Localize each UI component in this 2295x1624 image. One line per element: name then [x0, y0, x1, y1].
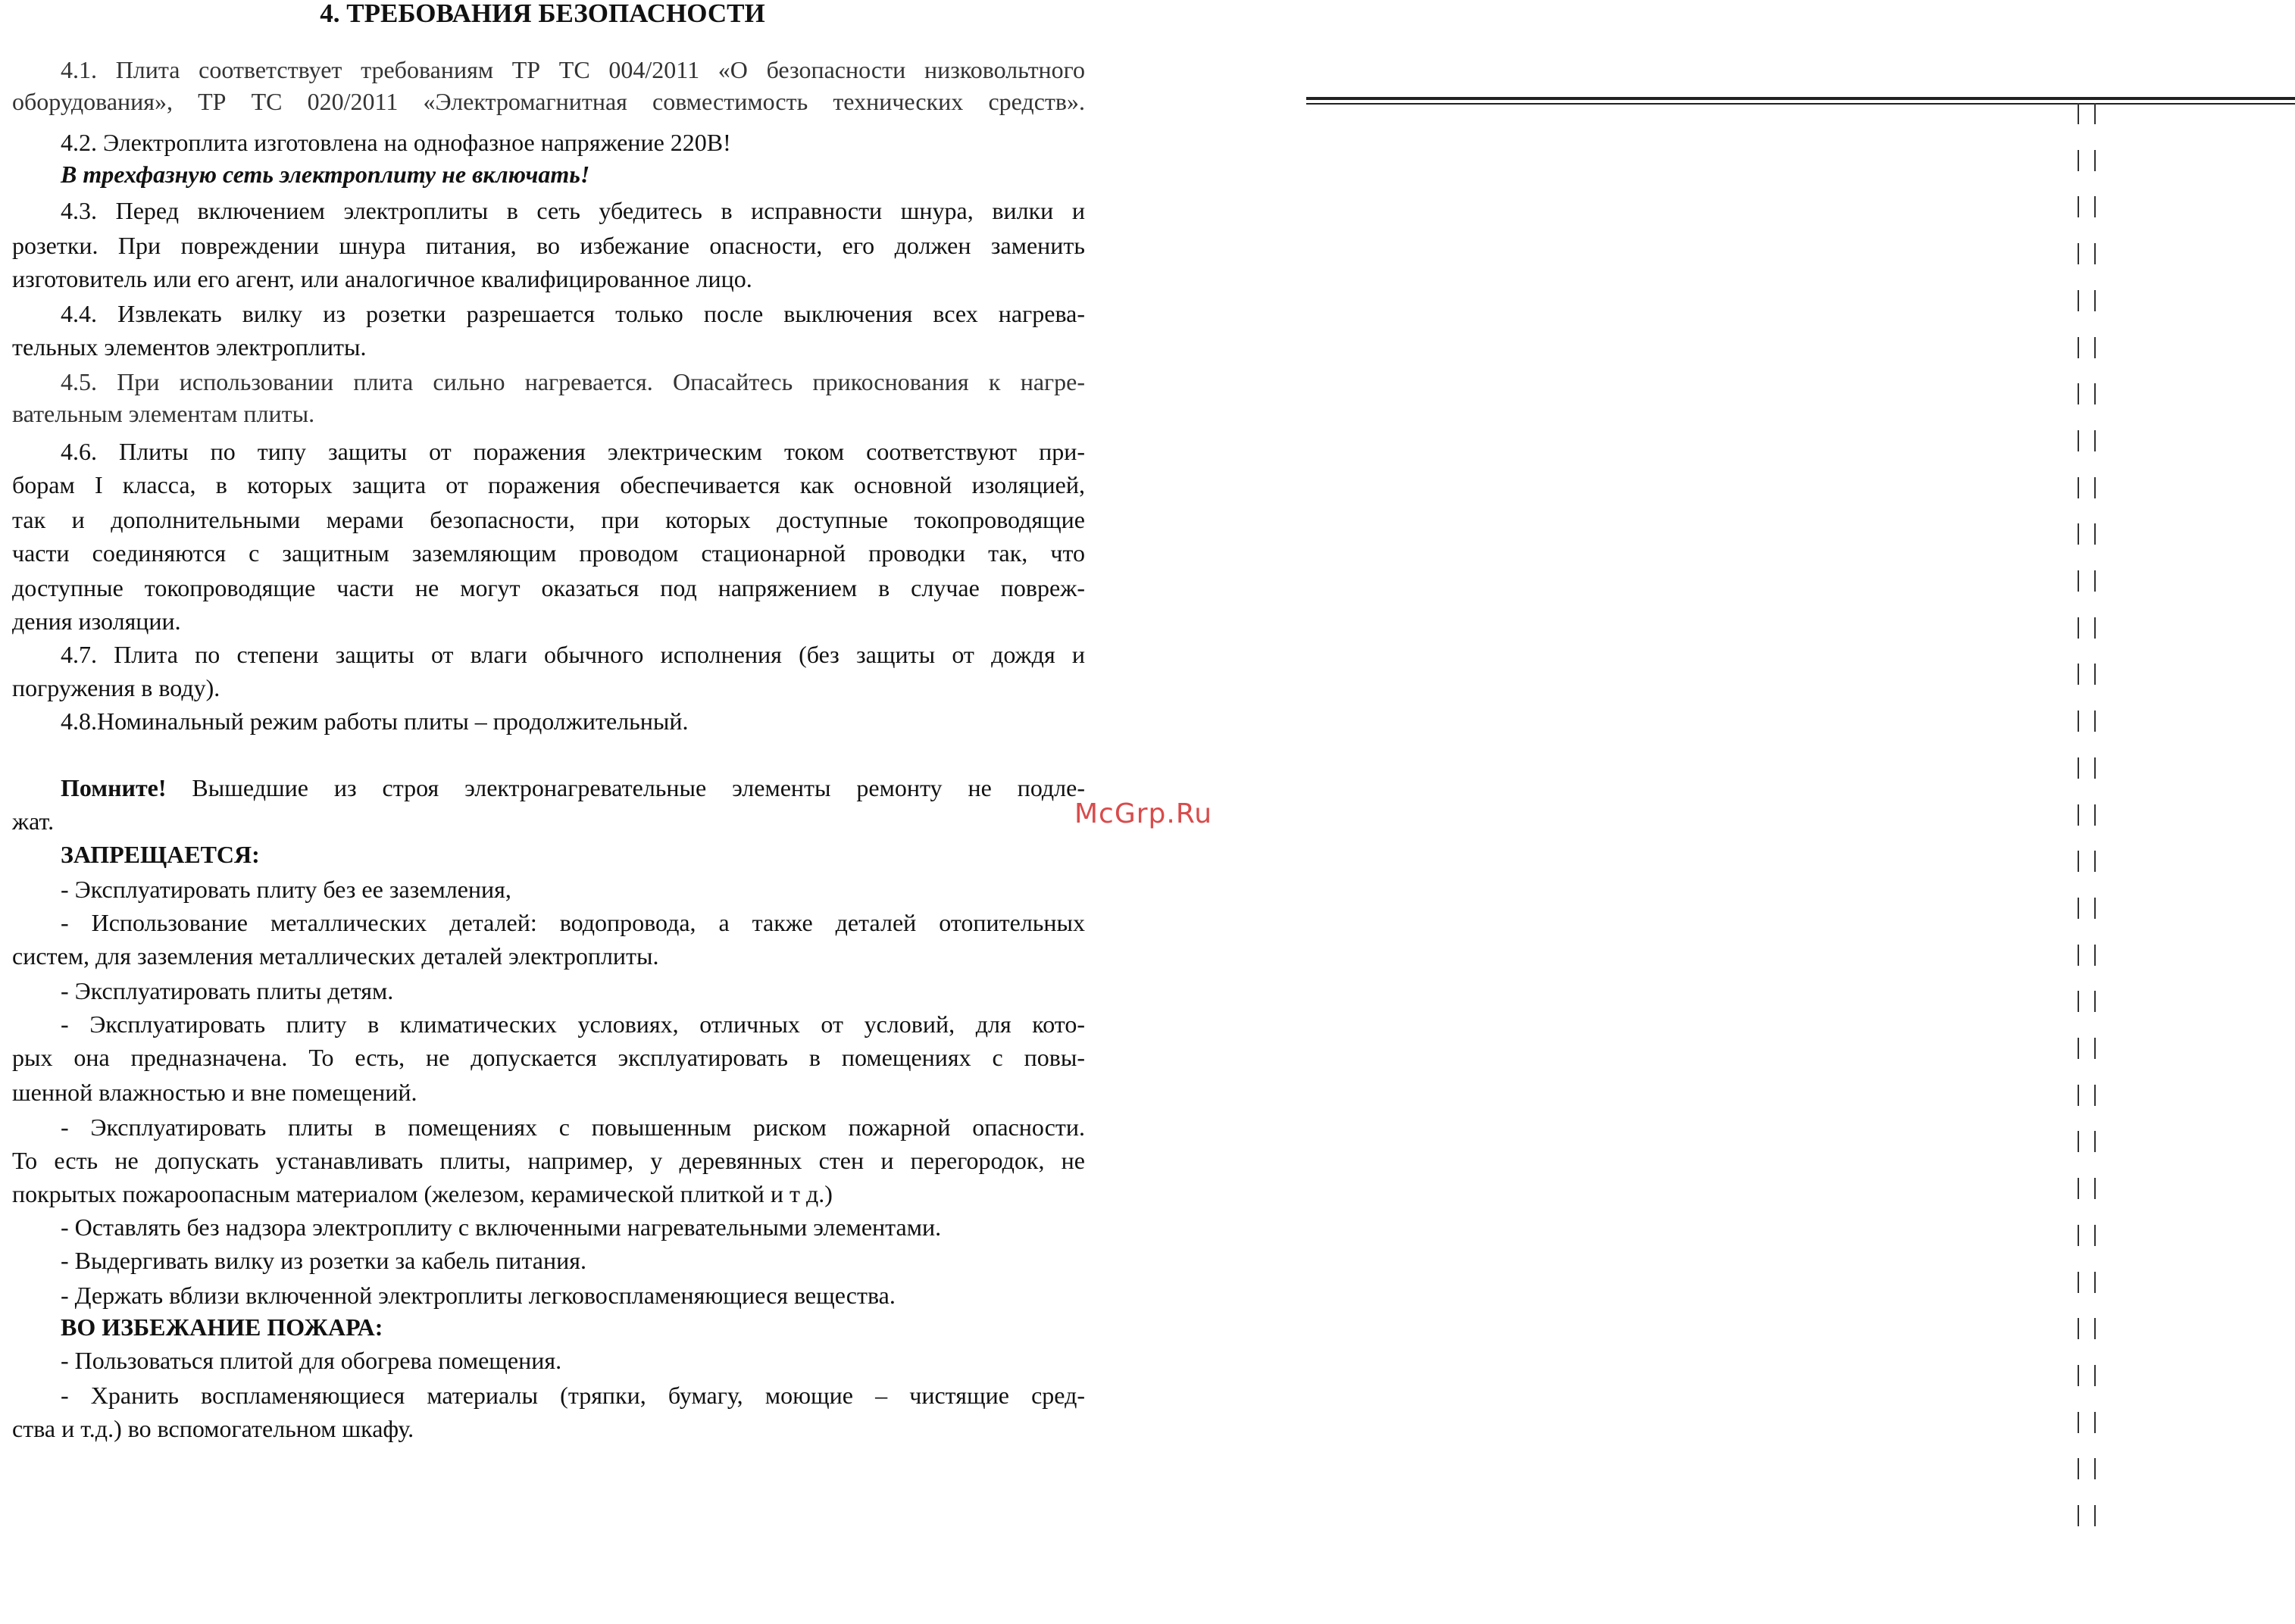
- p46-line-2: борам I класса, в которых защита от поражения обеспечивается как основной изоляцией,: [12, 471, 1085, 498]
- cut-line-mark: [2078, 1412, 2096, 1433]
- top-rule-thin: [1306, 103, 2295, 105]
- cut-line-mark: [2078, 196, 2096, 217]
- forbidden-item-4-line-1: - Эксплуатировать плиту в климатических условиях, отличных от условий, для кото-: [61, 1010, 1085, 1038]
- forbidden-item-5-line-3: покрытых пожароопасным материалом (железом, керамической плиткой и т д.): [12, 1180, 833, 1207]
- cut-line-mark: [2078, 1038, 2096, 1059]
- cut-line-mark: [2078, 1178, 2096, 1199]
- p43-line-1: 4.3. Перед включением электроплиты в сеть убедитесь в исправности шнура, вилки и: [61, 197, 1085, 224]
- forbidden-item-4-line-3: шенной влажностью и вне помещений.: [12, 1079, 417, 1106]
- p45-line-2: вательным элементам плиты.: [12, 400, 315, 427]
- cut-line-mark: [2078, 1365, 2096, 1386]
- forbidden-item-4-line-2: рых она предназначена. То есть, не допускается эксплуатировать в помещениях с повы-: [12, 1044, 1085, 1071]
- fire-item-1: - Пользоваться плитой для обогрева помещения.: [61, 1347, 562, 1374]
- watermark: McGrp.Ru: [1074, 798, 1213, 829]
- cut-line-mark: [2078, 243, 2096, 264]
- forbidden-item-2-line-1: - Использование металлических деталей: водопровода, а также деталей отопительных: [61, 909, 1085, 936]
- p42-line-1: 4.2. Электроплита изготовлена на однофазное напряжение 220В!: [61, 129, 731, 156]
- cut-line-mark: [2078, 757, 2096, 779]
- cut-line-mark: [2078, 1458, 2096, 1479]
- cut-line-mark: [2078, 1085, 2096, 1106]
- p45-line-1: 4.5. При использовании плита сильно нагревается. Опасайтесь прикоснования к нагре-: [61, 368, 1085, 395]
- p47-line-2: погружения в воду).: [12, 674, 220, 701]
- p41-line-1: 4.1. Плита соответствует требованиям ТР ТС 004/2011 «О безопасности низковольтного: [61, 56, 1085, 83]
- p46-line-3: так и дополнительными мерами безопасности, при которых доступные токопроводящие: [12, 506, 1085, 533]
- top-rule: [1306, 97, 2295, 100]
- remember-line-1: [61, 771, 1085, 804]
- cut-line-mark: [2078, 337, 2096, 358]
- cut-line-mark: [2078, 477, 2096, 498]
- forbidden-title: ЗАПРЕЩАЕТСЯ:: [61, 841, 260, 868]
- section-heading: 4. ТРЕБОВАНИЯ БЕЗОПАСНОСТИ: [320, 0, 765, 28]
- cut-line-mark: [2078, 804, 2096, 826]
- p43-line-3: изготовитель или его агент, или аналогичное квалифицированное лицо.: [12, 265, 752, 292]
- forbidden-item-1: - Эксплуатировать плиту без ее заземления,: [61, 876, 511, 903]
- cut-line-mark: [2078, 710, 2096, 732]
- cut-line-mark: [2078, 1318, 2096, 1339]
- forbidden-item-2-line-2: систем, для заземления металлических деталей электроплиты.: [12, 942, 659, 970]
- p42-warning: В трехфазную сеть электроплиту не включать!: [61, 161, 590, 188]
- remember-line-2: жат.: [12, 807, 55, 835]
- p44-line-2: тельных элементов электроплиты.: [12, 333, 367, 361]
- p43-line-2: розетки. При повреждении шнура питания, во избежание опасности, его должен заменить: [12, 232, 1085, 259]
- p46-line-6: дения изоляции.: [12, 607, 181, 635]
- forbidden-item-6: - Оставлять без надзора электроплиту с включенными нагревательными элементами.: [61, 1213, 942, 1241]
- cut-line-mark: [2078, 991, 2096, 1012]
- fire-item-2-line-2: ства и т.д.) во вспомогательном шкафу.: [12, 1415, 414, 1442]
- cut-line-mark: [2078, 664, 2096, 685]
- cut-line-mark: [2078, 1505, 2096, 1526]
- p44-line-1: 4.4. Извлекать вилку из розетки разрешается только после выключения всех нагрева-: [61, 300, 1085, 327]
- p48-line: 4.8.Номинальный режим работы плиты – продолжительный.: [61, 707, 689, 735]
- cut-line-mark: [2078, 430, 2096, 451]
- forbidden-item-5-line-1: - Эксплуатировать плиты в помещениях с повышенным риском пожарной опасности.: [61, 1113, 1085, 1141]
- remember-text: Вышедшие из строя электронагревательные элементы ремонту не подле-: [166, 774, 1085, 801]
- forbidden-item-3: - Эксплуатировать плиты детям.: [61, 977, 394, 1004]
- p46-line-1: 4.6. Плиты по типу защиты от поражения электрическим током соответствуют при-: [61, 438, 1085, 465]
- p41-line-2: оборудования», ТР ТС 020/2011 «Электромагнитная совместимость технических средств».: [12, 88, 1085, 115]
- cut-line-mark: [2078, 570, 2096, 592]
- remember-label: Помните!: [61, 774, 167, 801]
- cut-line-mark: [2078, 523, 2096, 545]
- forbidden-item-8: - Держать вблизи включенной электроплиты легковоспламеняющиеся вещества.: [61, 1282, 896, 1309]
- cut-line-mark: [2078, 1272, 2096, 1293]
- cut-line-mark: [2078, 1225, 2096, 1246]
- forbidden-item-7: - Выдергивать вилку из розетки за кабель питания.: [61, 1247, 586, 1274]
- cut-line-mark: [2078, 617, 2096, 639]
- p47-line-1: 4.7. Плита по степени защиты от влаги обычного исполнения (без защиты от дождя и: [61, 641, 1085, 668]
- cut-line-mark: [2078, 898, 2096, 919]
- cut-line-mark: [2078, 103, 2096, 124]
- cut-line-mark: [2078, 945, 2096, 966]
- cut-line-mark: [2078, 150, 2096, 171]
- cut-line-mark: [2078, 290, 2096, 311]
- cut-line-mark: [2078, 851, 2096, 872]
- p46-line-4: части соединяются с защитным заземляющим проводом стационарной проводки так, что: [12, 539, 1085, 567]
- cut-line-mark: [2078, 1131, 2096, 1152]
- fire-item-2-line-1: - Хранить воспламеняющиеся материалы (тряпки, бумагу, моющие – чистящие сред-: [61, 1382, 1085, 1409]
- forbidden-item-5-line-2: То есть не допускать устанавливать плиты, например, у деревянных стен и перегородок, не: [12, 1147, 1085, 1174]
- cut-line-mark: [2078, 383, 2096, 404]
- p46-line-5: доступные токопроводящие части не могут оказаться под напряжением в случае повреж-: [12, 574, 1085, 601]
- fire-title: ВО ИЗБЕЖАНИЕ ПОЖАРА:: [61, 1313, 383, 1341]
